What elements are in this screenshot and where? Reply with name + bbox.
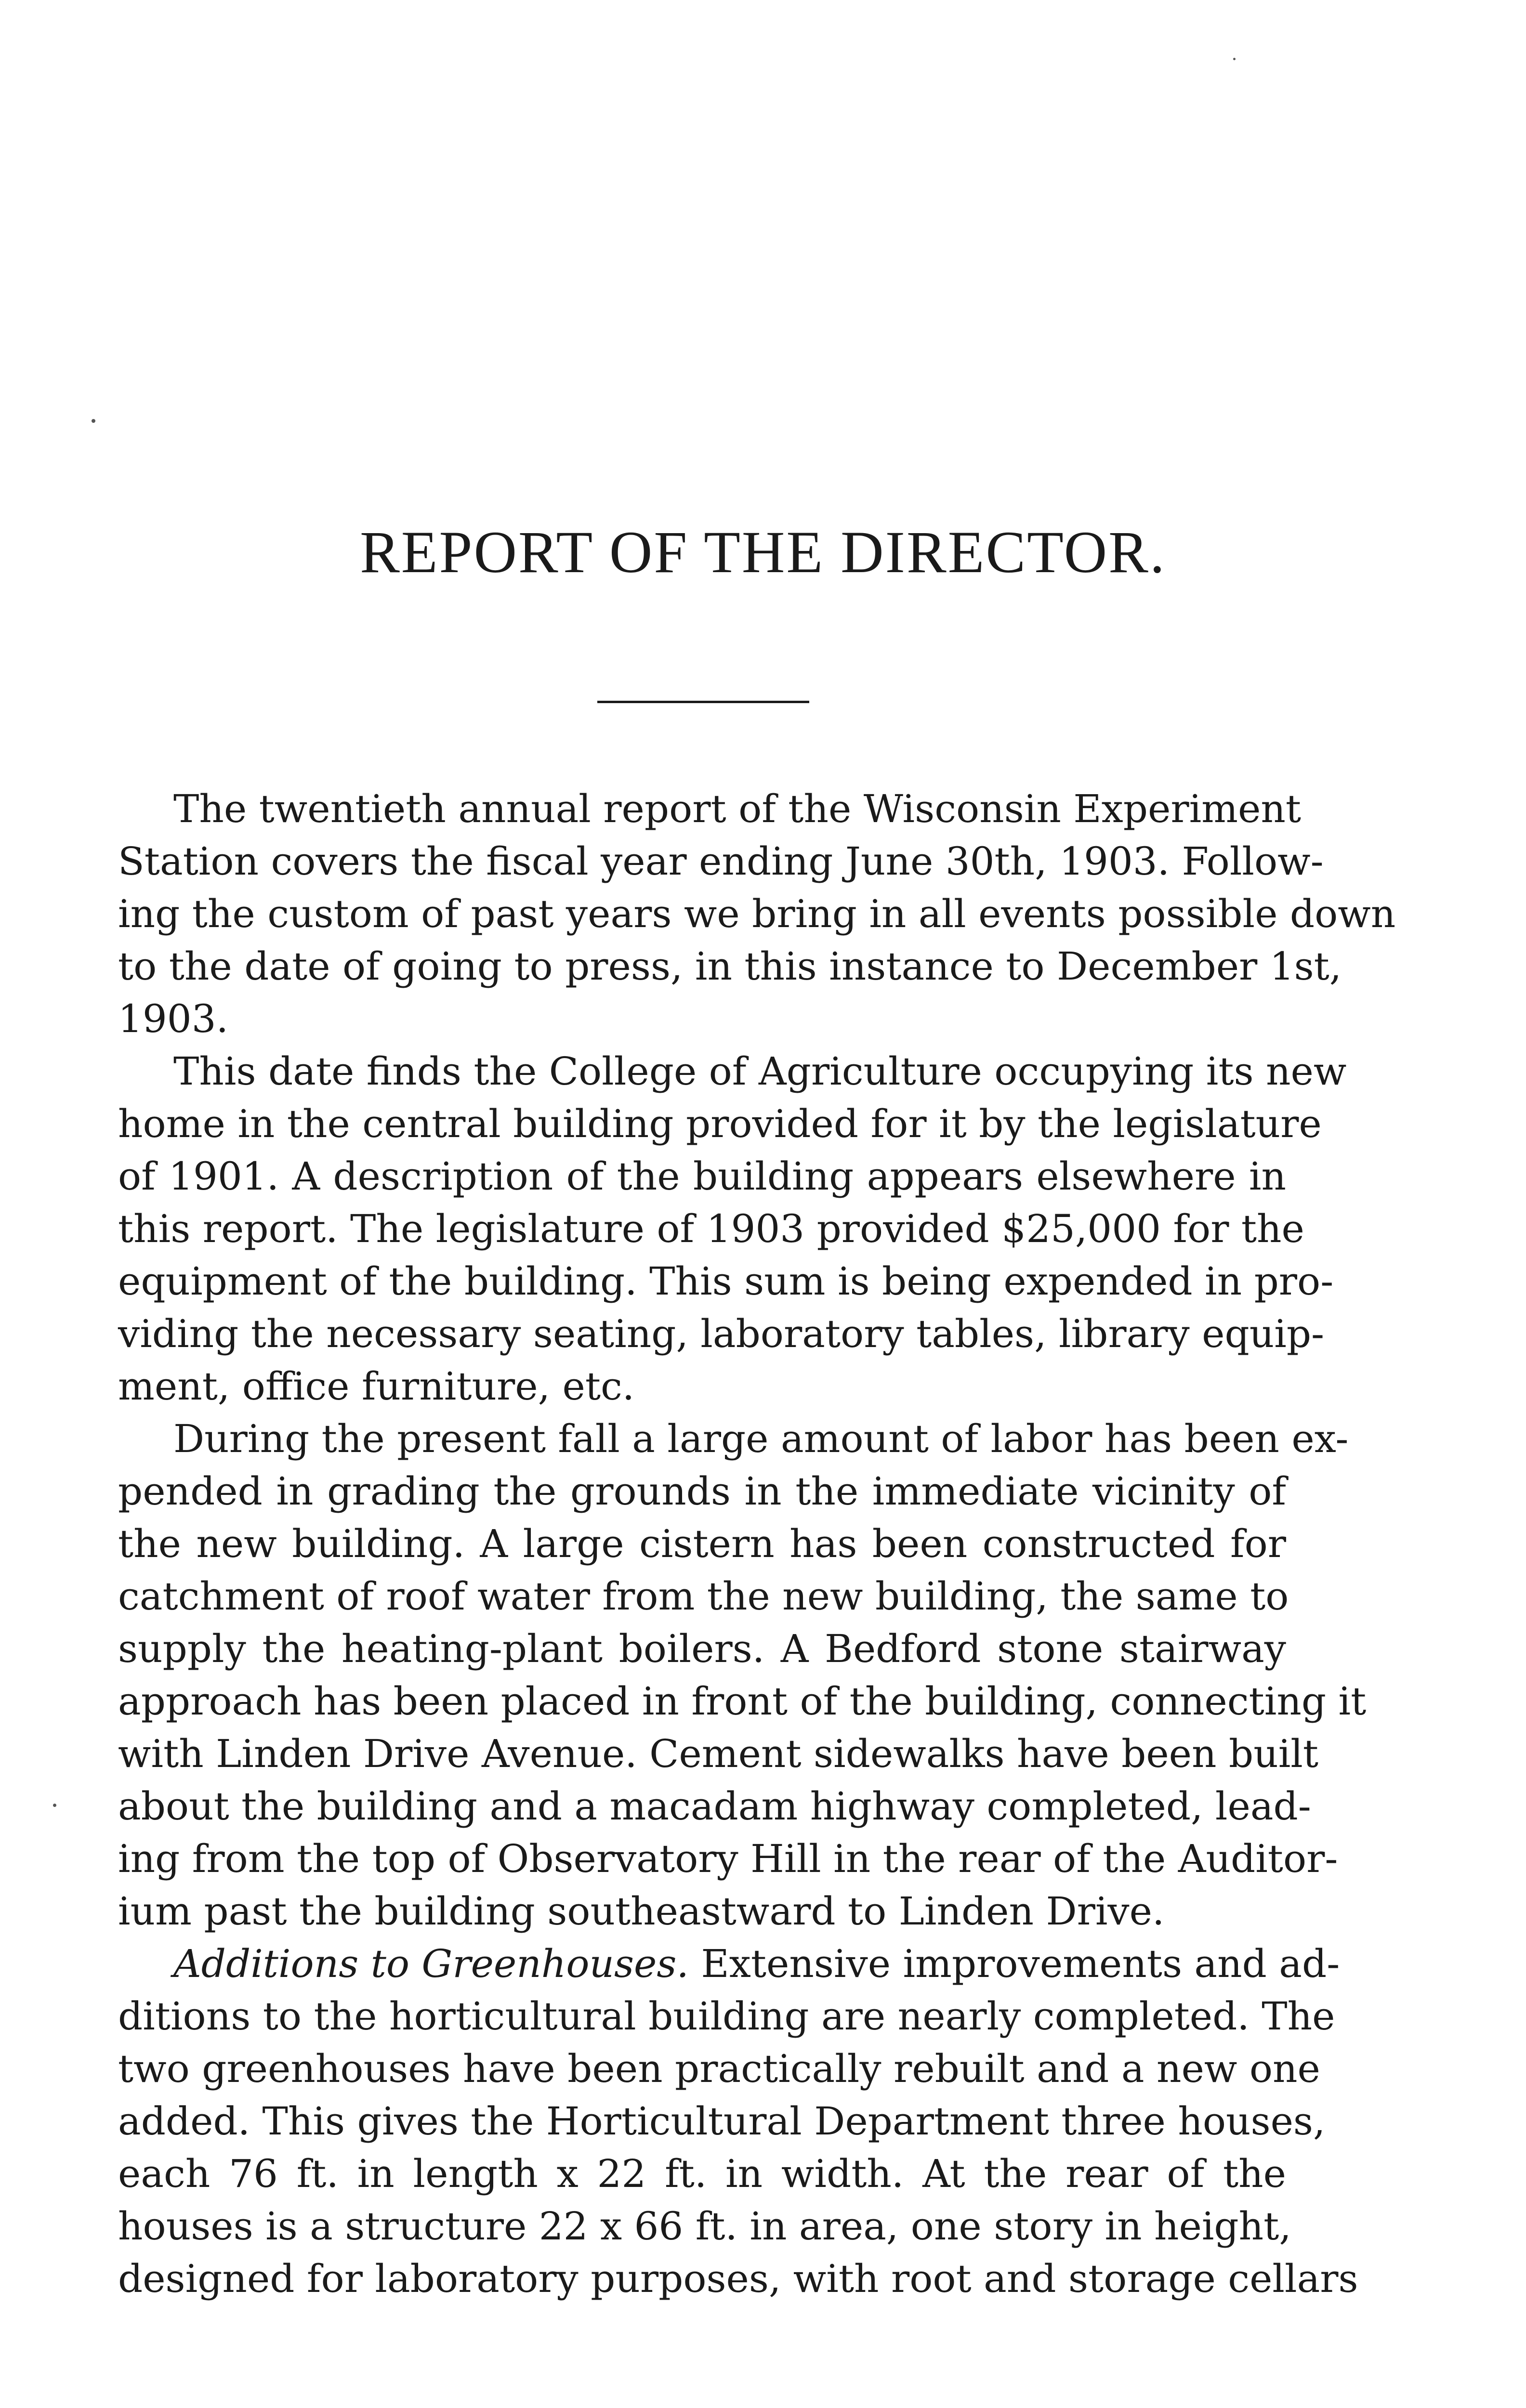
page-title: REPORT OF THE DIRECTOR. xyxy=(360,519,1166,585)
text-line: ium past the building southeastward to Linden Drive. xyxy=(118,1889,1165,1934)
text-line: pended in grading the grounds in the immediate vicinity of xyxy=(118,1469,1286,1514)
text-line: The twentieth annual report of the Wisconsin Experiment xyxy=(173,786,1302,831)
text-line: home in the central building provided for it by the legislature xyxy=(118,1101,1322,1146)
text-line: to the date of going to press, in this instance to December 1st, xyxy=(118,944,1342,989)
text-line: supply the heating-plant boilers. A Bedford stone stairway xyxy=(118,1626,1286,1671)
text-line: each 76 ft. in length x 22 ft. in width. At the rear of the xyxy=(118,2151,1286,2196)
text-line: viding the necessary seating, laboratory tables, library equip- xyxy=(118,1311,1325,1356)
paragraph-1 xyxy=(118,783,1396,1045)
scan-speck xyxy=(92,419,95,423)
text-fragment: Extensive improvements and ad- xyxy=(688,1941,1340,1986)
text-line: houses is a structure 22 x 66 ft. in area, one story in height, xyxy=(118,2204,1291,2249)
text-line: the new building. A large cistern has been constructed for xyxy=(118,1521,1286,1566)
text-line: about the building and a macadam highway completed, lead- xyxy=(118,1784,1311,1829)
text-line: This date finds the College of Agriculture occupying its new xyxy=(173,1049,1347,1094)
text-line: 1903. xyxy=(118,996,229,1041)
text-line: with Linden Drive Avenue. Cement sidewalks have been built xyxy=(118,1731,1319,1776)
text-line: equipment of the building. This sum is being expended in pro- xyxy=(118,1259,1334,1304)
text-line: designed for laboratory purposes, with root and storage cellars xyxy=(118,2256,1358,2301)
text-line: two greenhouses have been practically rebuilt and a new one xyxy=(118,2046,1320,2091)
text-line: catchment of roof water from the new building, the same to xyxy=(118,1574,1289,1619)
text-line: ing from the top of Observatory Hill in the rear of the Auditor- xyxy=(118,1836,1338,1881)
report-body xyxy=(118,783,1396,2305)
text-line: approach has been placed in front of the building, connecting it xyxy=(118,1679,1367,1724)
text-line: of 1901. A description of the building appears elsewhere in xyxy=(118,1154,1286,1199)
title-divider xyxy=(597,701,809,703)
section-heading: Additions to Greenhouses. xyxy=(173,1941,689,1986)
text-line: this report. The legislature of 1903 provided $25,000 for the xyxy=(118,1206,1304,1251)
text-line: ing the custom of past years we bring in all events possible down xyxy=(118,891,1396,936)
scan-speck xyxy=(1233,58,1236,60)
text-line: Station covers the fiscal year ending June 30th, 1903. Follow- xyxy=(118,839,1324,884)
text-line: added. This gives the Horticultural Department three houses, xyxy=(118,2099,1326,2144)
paragraph-4 xyxy=(118,1937,1358,2305)
paragraph-3 xyxy=(118,1413,1367,1937)
text-line: ment, office furniture, etc. xyxy=(118,1364,635,1409)
paragraph-2 xyxy=(118,1045,1347,1413)
text-line xyxy=(118,1937,1340,1990)
text-line: ditions to the horticultural building are nearly completed. The xyxy=(118,1994,1335,2039)
scan-speck xyxy=(53,1804,56,1807)
text-line: During the present fall a large amount of labor has been ex- xyxy=(173,1416,1349,1461)
